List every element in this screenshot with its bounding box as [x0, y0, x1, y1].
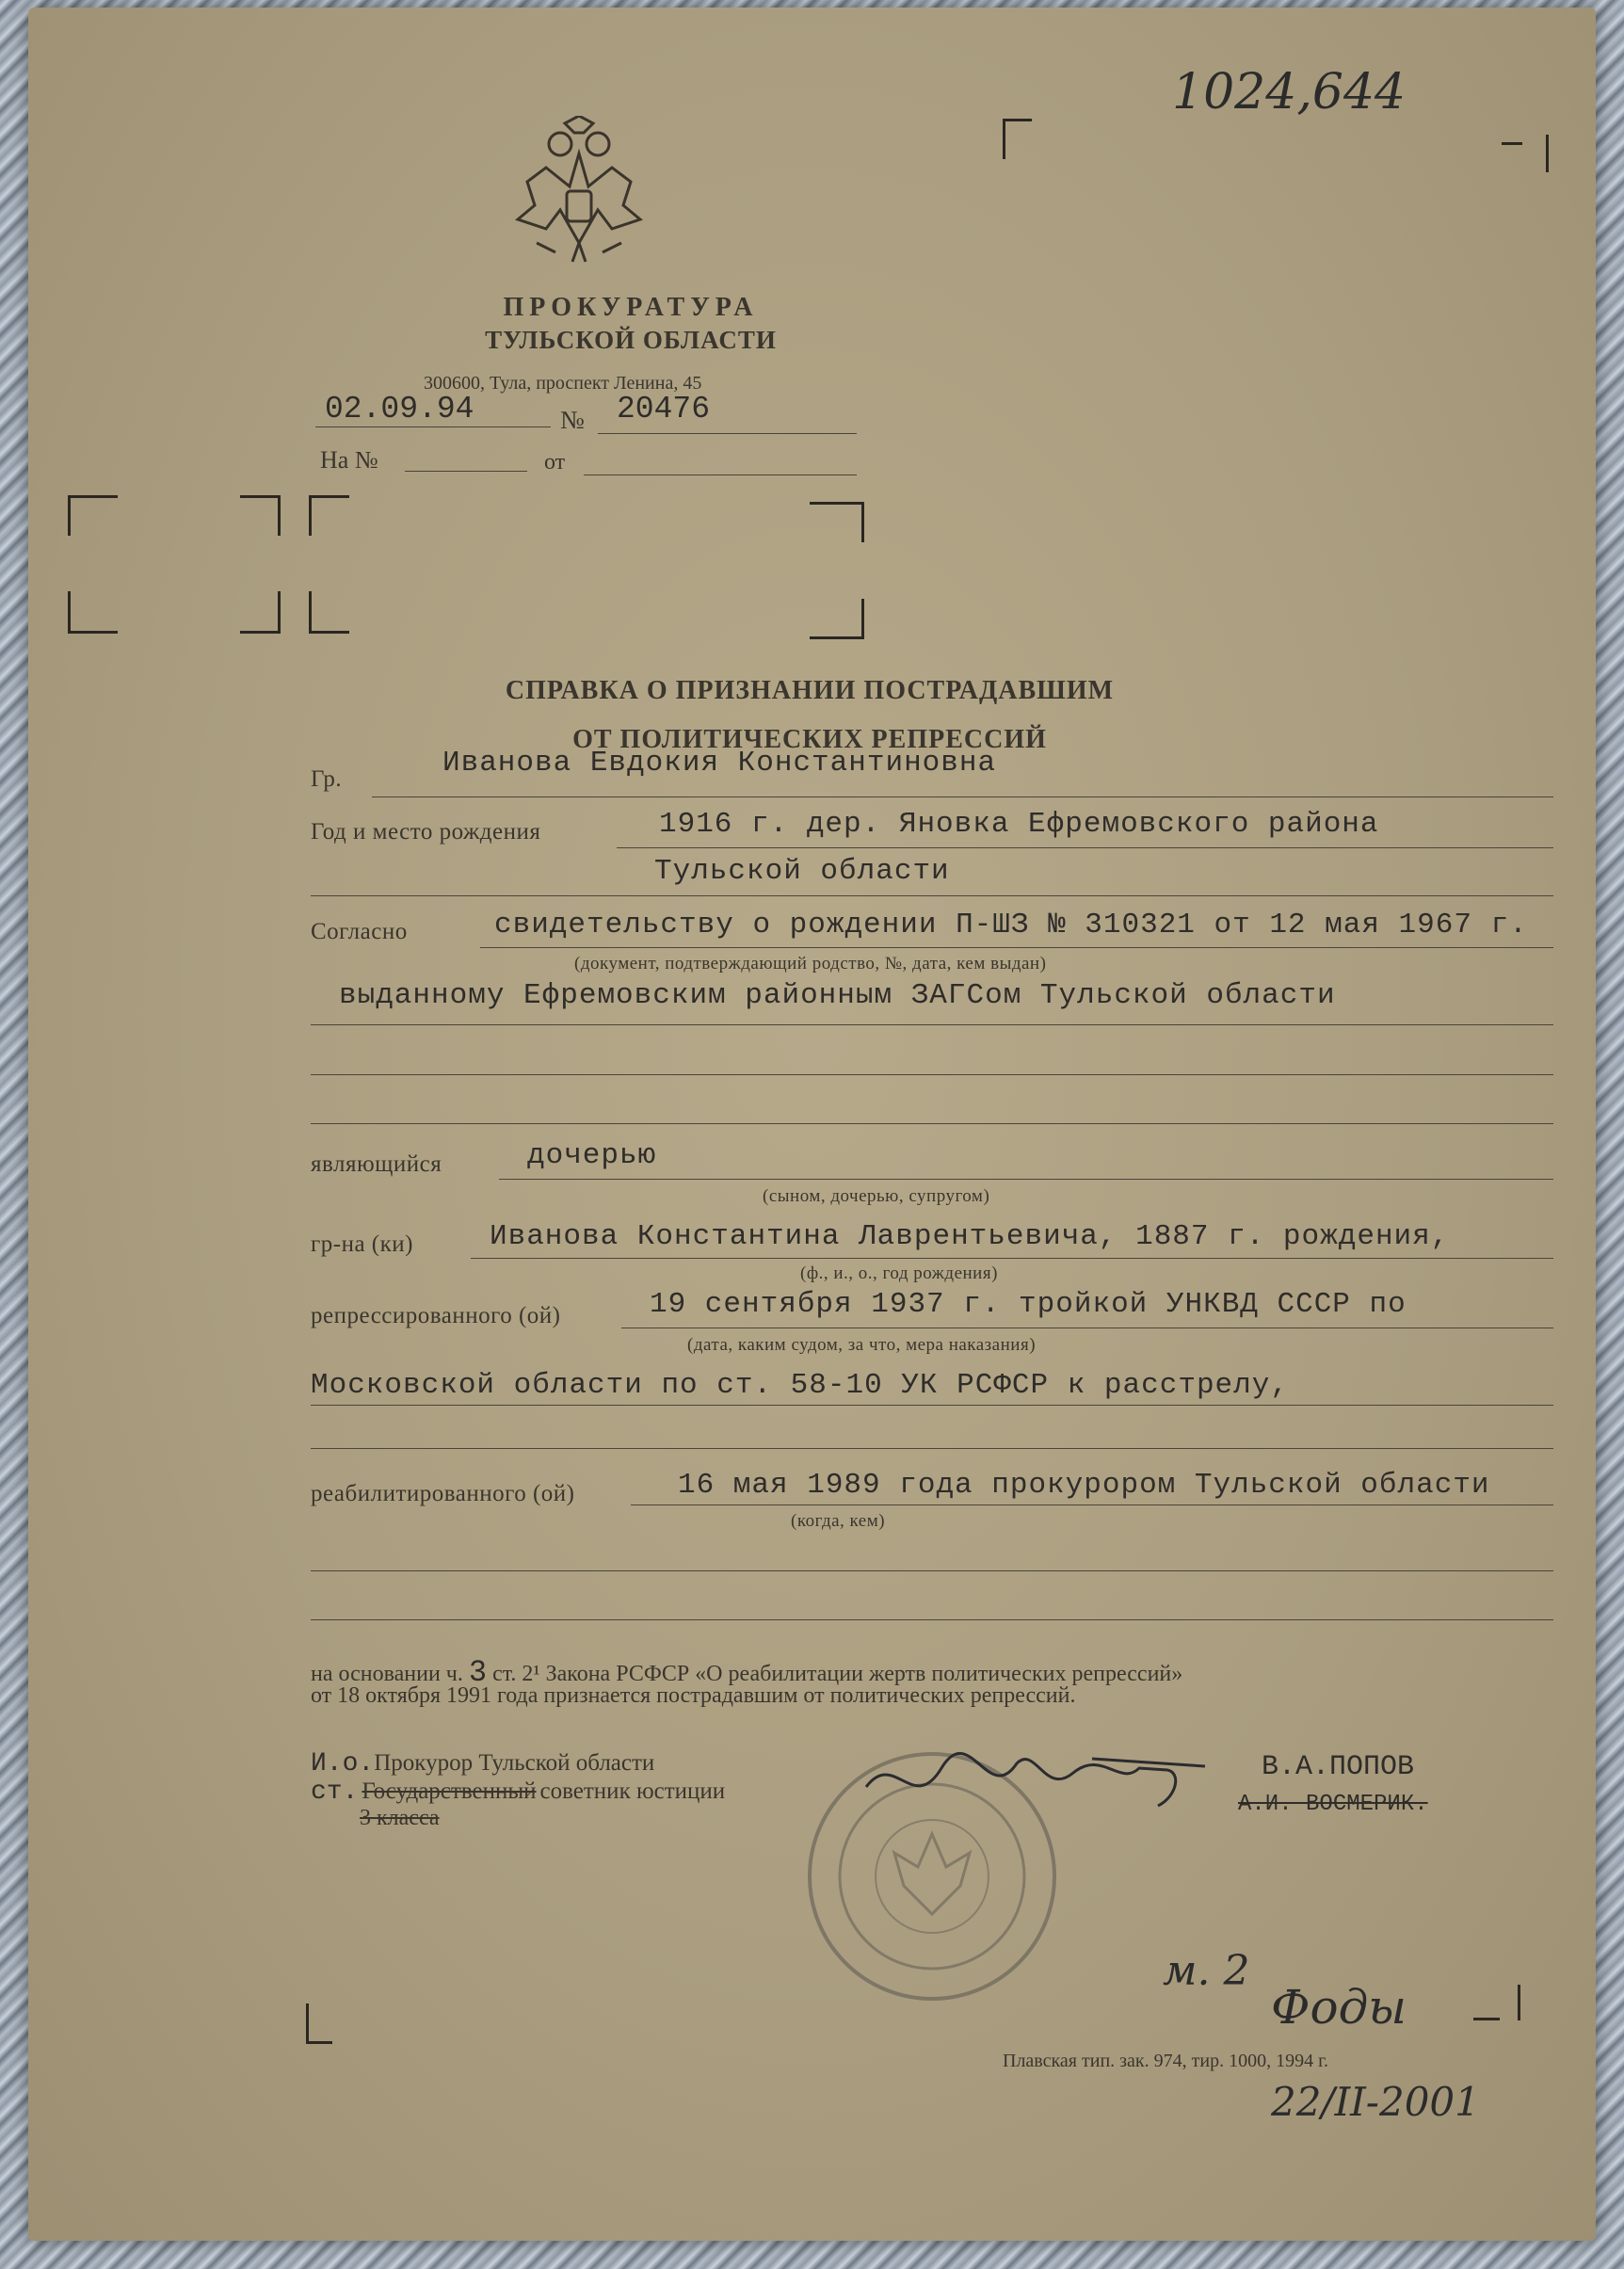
- org-address: 300600, Тула, проспект Ленина, 45: [424, 373, 702, 394]
- registration-mark: [1003, 119, 1032, 159]
- org-name-line1: ПРОКУРАТУРА: [503, 293, 759, 322]
- person-label: гр-на (ки): [311, 1231, 413, 1257]
- address-window-mark: [810, 599, 864, 639]
- number-label: №: [560, 406, 585, 434]
- basis-part-number: 3: [468, 1655, 488, 1690]
- rank-struck: Государственный: [362, 1778, 537, 1804]
- document-number: 20476: [617, 392, 711, 426]
- signatory-rank: [311, 1778, 725, 1807]
- registration-mark: [1497, 1985, 1520, 2020]
- relationship-value: дочерью: [527, 1139, 657, 1172]
- basis-text-post: ст. 2¹ Закона РСФСР «О реабилитации жертв политических репрессий»: [492, 1662, 1183, 1686]
- archive-number-handwritten: 1024,644: [1172, 64, 1407, 121]
- basis-text-pre: на основании ч.: [311, 1662, 463, 1686]
- according-document: свидетельству о рождении П-ШЗ № 310321 от 12 мая 1967 г.: [494, 909, 1528, 941]
- registration-mark: [306, 2003, 332, 2044]
- registration-mark: [1473, 2018, 1500, 2020]
- document-date: 02.09.94: [325, 392, 474, 426]
- handwritten-note-2: Фоды: [1271, 1980, 1407, 2035]
- according-caption: (документ, подтверждающий родство, №, дата, кем выдан): [574, 954, 1047, 974]
- birth-value-continued: Тульской области: [654, 855, 950, 888]
- address-window-mark: [240, 495, 281, 536]
- registration-mark: [1525, 135, 1549, 172]
- signatory-name-struck: А.И. ВОСМЕРИК.: [1238, 1792, 1428, 1817]
- document-title-line2: ОТ ПОЛИТИЧЕСКИХ РЕПРЕССИЙ: [572, 725, 1047, 754]
- double-headed-eagle-emblem-icon: [508, 116, 650, 271]
- repressed-person-name: Иванова Константина Лаврентьевича, 1887 г. рождения,: [490, 1220, 1450, 1253]
- org-name-line2: ТУЛЬСКОЙ ОБЛАСТИ: [485, 326, 777, 354]
- repression-details-continued: Московской области по ст. 58-10 УК РСФСР к расстрелу,: [311, 1369, 1289, 1402]
- person-caption: (ф., и., о., год рождения): [800, 1263, 998, 1283]
- handwritten-signature-icon: [857, 1730, 1214, 1834]
- document-sheet: [28, 8, 1596, 2241]
- address-window-mark: [68, 591, 118, 634]
- registration-mark: [1502, 142, 1522, 145]
- rank-rest: советник юстиции: [539, 1778, 726, 1804]
- address-window-mark: [68, 495, 118, 536]
- address-window-mark: [309, 495, 349, 536]
- basis-text-line2: от 18 октября 1991 года признается пострадавшим от политических репрессий.: [311, 1683, 1076, 1708]
- according-issued-by: выданному Ефремовским районным ЗАГСом Тульской области: [339, 979, 1336, 1012]
- repression-details: 19 сентября 1937 г. тройкой УНКВД СССР по: [650, 1288, 1407, 1321]
- birth-label: Год и место рождения: [311, 819, 541, 845]
- repressed-label: репрессированного (ой): [311, 1303, 561, 1328]
- class-struck: 3 класса: [360, 1806, 440, 1830]
- citizen-label: Гр.: [311, 766, 343, 792]
- document-title-line1: СПРАВКА О ПРИЗНАНИИ ПОСТРАДАВШИМ: [505, 676, 1115, 705]
- birth-value: 1916 г. дер. Яновка Ефремовского района: [659, 808, 1379, 841]
- being-label: являющийся: [311, 1151, 442, 1177]
- citizen-name: Иванова Евдокия Константиновна: [442, 747, 997, 780]
- reference-from-label: от: [544, 450, 566, 475]
- signatory-name: В.А.ПОПОВ: [1262, 1751, 1415, 1783]
- handwritten-date: 22/II-2001: [1271, 2079, 1480, 2125]
- address-window-mark: [309, 591, 349, 634]
- rehabilitated-caption: (когда, кем): [791, 1511, 886, 1531]
- position-title: Прокурор Тульской области: [374, 1750, 655, 1776]
- printer-imprint: Плавская тип. зак. 974, тир. 1000, 1994 г.: [1003, 2051, 1329, 2071]
- address-window-mark: [810, 502, 864, 542]
- handwritten-note-1: м. 2: [1163, 1947, 1250, 1995]
- acting-prefix: И.о.: [311, 1749, 375, 1778]
- rank-prefix: ст.: [311, 1778, 359, 1807]
- address-window-mark: [240, 591, 281, 634]
- repressed-caption: (дата, каким судом, за что, мера наказания): [687, 1335, 1037, 1355]
- rehabilitation-details: 16 мая 1989 года прокурором Тульской области: [678, 1469, 1490, 1502]
- rehabilitated-label: реабилитированного (ой): [311, 1481, 575, 1506]
- relationship-caption: (сыном, дочерью, супругом): [763, 1186, 990, 1206]
- signatory-position: [311, 1749, 654, 1778]
- reference-label: На №: [320, 446, 378, 474]
- according-label: Согласно: [311, 919, 408, 944]
